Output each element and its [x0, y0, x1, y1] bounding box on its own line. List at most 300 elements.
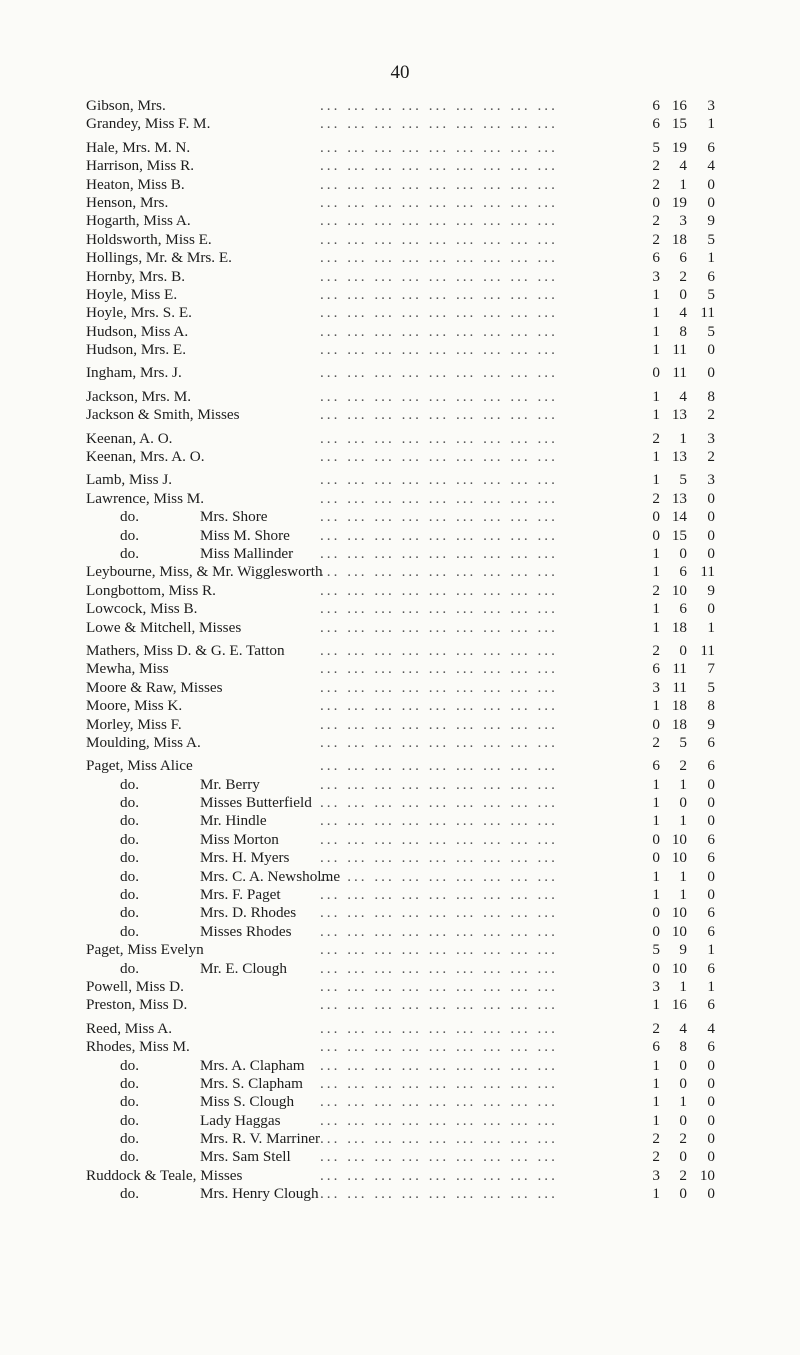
amount-pence: 6: [707, 849, 715, 867]
amount-shillings: 13: [671, 406, 687, 424]
amount-shillings: 0: [679, 1074, 687, 1092]
amount-pence: 0: [707, 544, 715, 562]
amount-shillings: 10: [671, 830, 687, 848]
subscriber-detail: Misses Butterfield: [200, 794, 312, 812]
amount-shillings: 0: [679, 1056, 687, 1074]
leader-dots: ... ... ... ... ... ... ... ... ...: [320, 489, 558, 507]
subscriber-name: Moore, Miss K.: [86, 697, 183, 715]
leader-dots: ... ... ... ... ... ... ... ... ...: [320, 1130, 558, 1148]
ledger-row: [0, 176, 800, 194]
leader-dots: ... ... ... ... ... ... ... ... ...: [320, 157, 558, 175]
subscriber-name: do.: [120, 508, 139, 526]
ledger-row: [0, 868, 800, 886]
leader-dots: ... ... ... ... ... ... ... ... ...: [320, 581, 558, 599]
amount-shillings: 18: [671, 697, 687, 715]
ledger-row: [0, 600, 800, 618]
amount-shillings: 6: [679, 249, 687, 267]
amount-pounds: 0: [652, 715, 660, 733]
amount-pounds: 0: [652, 364, 660, 382]
amount-pounds: 2: [652, 230, 660, 248]
leader-dots: ... ... ... ... ... ... ... ... ...: [320, 364, 558, 382]
amount-pence: 0: [707, 1056, 715, 1074]
ledger-row: [0, 619, 800, 637]
amount-pounds: 1: [652, 387, 660, 405]
amount-pounds: 0: [652, 526, 660, 544]
amount-shillings: 6: [679, 563, 687, 581]
ledger-row: [0, 364, 800, 382]
amount-pounds: 2: [652, 581, 660, 599]
amount-shillings: 1: [679, 429, 687, 447]
subscriber-name: do.: [120, 849, 139, 867]
ledger-row: [0, 323, 800, 341]
leader-dots: ... ... ... ... ... ... ... ... ...: [320, 138, 558, 156]
ledger-row: [0, 776, 800, 794]
leader-dots: ... ... ... ... ... ... ... ... ...: [320, 697, 558, 715]
ledger-row: [0, 448, 800, 466]
leader-dots: ... ... ... ... ... ... ... ... ...: [320, 886, 558, 904]
amount-pence: 5: [707, 678, 715, 696]
subscriber-name: Lamb, Miss J.: [86, 471, 173, 489]
subscription-list: [0, 97, 800, 1204]
ledger-row: [0, 941, 800, 959]
leader-dots: ... ... ... ... ... ... ... ... ...: [320, 387, 558, 405]
leader-dots: ... ... ... ... ... ... ... ... ...: [320, 812, 558, 830]
amount-shillings: 11: [672, 678, 687, 696]
amount-pence: 1: [707, 618, 715, 636]
leader-dots: ... ... ... ... ... ... ... ... ...: [320, 1148, 558, 1166]
leader-dots: ... ... ... ... ... ... ... ... ...: [320, 660, 558, 678]
subscriber-name: Jackson, Mrs. M.: [86, 387, 192, 405]
amount-shillings: 10: [671, 904, 687, 922]
amount-pence: 3: [707, 429, 715, 447]
amount-pounds: 5: [652, 138, 660, 156]
ledger-row: [0, 545, 800, 563]
amount-pounds: 1: [652, 1074, 660, 1092]
amount-pounds: 3: [652, 678, 660, 696]
amount-pence: 0: [707, 812, 715, 830]
ledger-row: [0, 341, 800, 359]
amount-shillings: 11: [672, 660, 687, 678]
amount-pounds: 0: [652, 849, 660, 867]
subscriber-detail: Mr. E. Clough: [200, 959, 287, 977]
amount-pounds: 6: [652, 249, 660, 267]
amount-pounds: 0: [652, 904, 660, 922]
amount-pence: 1: [707, 977, 715, 995]
ledger-row: [0, 97, 800, 115]
subscriber-name: Henson, Mrs.: [86, 193, 169, 211]
ledger-row: [0, 1130, 800, 1148]
amount-pence: 6: [707, 922, 715, 940]
subscriber-name: Heaton, Miss B.: [86, 175, 185, 193]
subscriber-name: Paget, Miss Alice: [86, 757, 193, 775]
leader-dots: ... ... ... ... ... ... ... ... ...: [320, 1074, 558, 1092]
amount-shillings: 13: [671, 448, 687, 466]
ledger-row: [0, 734, 800, 752]
amount-pounds: 3: [652, 977, 660, 995]
ledger-row: [0, 904, 800, 922]
leader-dots: ... ... ... ... ... ... ... ... ...: [320, 1185, 558, 1203]
amount-pence: 0: [707, 775, 715, 793]
ledger-row: [0, 1057, 800, 1075]
amount-pounds: 0: [652, 922, 660, 940]
amount-shillings: 10: [671, 922, 687, 940]
amount-shillings: 8: [679, 322, 687, 340]
leader-dots: ... ... ... ... ... ... ... ... ...: [320, 867, 558, 885]
subscriber-name: Moulding, Miss A.: [86, 733, 201, 751]
subscriber-name: Moore & Raw, Misses: [86, 678, 223, 696]
amount-pence: 11: [700, 563, 715, 581]
amount-pounds: 1: [652, 794, 660, 812]
amount-pounds: 1: [652, 1093, 660, 1111]
subscriber-detail: Mrs. S. Clapham: [200, 1074, 303, 1092]
subscriber-name: Hoyle, Miss E.: [86, 285, 178, 303]
amount-pounds: 1: [652, 867, 660, 885]
ledger-row: [0, 115, 800, 133]
ledger-row: [0, 697, 800, 715]
leader-dots: ... ... ... ... ... ... ... ... ...: [320, 230, 558, 248]
ledger-row: [0, 1185, 800, 1203]
amount-shillings: 10: [671, 959, 687, 977]
leader-dots: ... ... ... ... ... ... ... ... ...: [320, 448, 558, 466]
amount-shillings: 4: [679, 387, 687, 405]
subscriber-detail: Mrs. Henry Clough: [200, 1185, 319, 1203]
subscriber-name: Hudson, Miss A.: [86, 322, 189, 340]
ledger-row: [0, 1148, 800, 1166]
amount-pence: 4: [707, 1019, 715, 1037]
amount-pounds: 1: [652, 886, 660, 904]
subscriber-name: Hale, Mrs. M. N.: [86, 138, 191, 156]
leader-dots: ... ... ... ... ... ... ... ... ...: [320, 175, 558, 193]
amount-pence: 1: [707, 941, 715, 959]
amount-pounds: 3: [652, 267, 660, 285]
subscriber-detail: Mrs. Shore: [200, 508, 268, 526]
amount-shillings: 4: [679, 1019, 687, 1037]
amount-pence: 9: [707, 715, 715, 733]
ledger-row: [0, 286, 800, 304]
subscriber-name: Preston, Miss D.: [86, 996, 188, 1014]
amount-pence: 6: [707, 830, 715, 848]
ledger-row: [0, 194, 800, 212]
amount-shillings: 19: [671, 138, 687, 156]
leader-dots: ... ... ... ... ... ... ... ... ...: [320, 304, 558, 322]
amount-pence: 0: [707, 886, 715, 904]
leader-dots: ... ... ... ... ... ... ... ... ...: [320, 775, 558, 793]
amount-pounds: 1: [652, 1111, 660, 1129]
amount-pence: 1: [707, 115, 715, 133]
amount-shillings: 11: [672, 341, 687, 359]
subscriber-name: do.: [120, 544, 139, 562]
leader-dots: ... ... ... ... ... ... ... ... ...: [320, 715, 558, 733]
ledger-row: [0, 1038, 800, 1056]
leader-dots: ... ... ... ... ... ... ... ... ...: [320, 678, 558, 696]
subscriber-detail: Mrs. R. V. Marriner: [200, 1130, 321, 1148]
leader-dots: ... ... ... ... ... ... ... ... ...: [320, 904, 558, 922]
leader-dots: ... ... ... ... ... ... ... ... ...: [320, 267, 558, 285]
ledger-row: [0, 812, 800, 830]
subscriber-detail: Mrs. D. Rhodes: [200, 904, 297, 922]
amount-pounds: 1: [652, 697, 660, 715]
amount-shillings: 2: [679, 1166, 687, 1184]
amount-pounds: 2: [652, 1148, 660, 1166]
ledger-row: [0, 660, 800, 678]
leader-dots: ... ... ... ... ... ... ... ... ...: [320, 849, 558, 867]
leader-dots: ... ... ... ... ... ... ... ... ...: [320, 429, 558, 447]
amount-pence: 6: [707, 733, 715, 751]
subscriber-name: do.: [120, 526, 139, 544]
leader-dots: ... ... ... ... ... ... ... ... ...: [320, 977, 558, 995]
ledger-row: [0, 471, 800, 489]
amount-pence: 1: [707, 249, 715, 267]
amount-pence: 5: [707, 322, 715, 340]
ledger-row: [0, 388, 800, 406]
amount-pence: 8: [707, 697, 715, 715]
amount-shillings: 16: [671, 97, 687, 114]
leader-dots: ... ... ... ... ... ... ... ... ...: [320, 830, 558, 848]
amount-shillings: 4: [679, 304, 687, 322]
ledger-row: [0, 757, 800, 775]
amount-pence: 8: [707, 387, 715, 405]
amount-pounds: 1: [652, 471, 660, 489]
amount-pounds: 2: [652, 157, 660, 175]
ledger-row: [0, 1020, 800, 1038]
amount-pence: 0: [707, 794, 715, 812]
subscriber-name: Jackson & Smith, Misses: [86, 406, 240, 424]
amount-shillings: 3: [679, 212, 687, 230]
subscriber-name: Hoyle, Mrs. S. E.: [86, 304, 192, 322]
leader-dots: ... ... ... ... ... ... ... ... ...: [320, 322, 558, 340]
amount-pence: 0: [707, 1111, 715, 1129]
amount-shillings: 6: [679, 600, 687, 618]
amount-pounds: 2: [652, 733, 660, 751]
subscriber-name: Hogarth, Miss A.: [86, 212, 191, 230]
amount-shillings: 14: [671, 508, 687, 526]
amount-pounds: 2: [652, 429, 660, 447]
amount-pence: 0: [707, 1185, 715, 1203]
ledger-row: [0, 642, 800, 660]
leader-dots: ... ... ... ... ... ... ... ... ...: [320, 406, 558, 424]
amount-shillings: 1: [679, 812, 687, 830]
amount-pounds: 1: [652, 544, 660, 562]
subscriber-name: Hollings, Mr. & Mrs. E.: [86, 249, 232, 267]
amount-shillings: 18: [671, 715, 687, 733]
amount-pounds: 2: [652, 212, 660, 230]
subscriber-name: Mathers, Miss D. & G. E. Tatton: [86, 641, 285, 659]
amount-pence: 6: [707, 757, 715, 775]
amount-shillings: 0: [679, 544, 687, 562]
subscriber-name: do.: [120, 830, 139, 848]
leader-dots: ... ... ... ... ... ... ... ... ...: [320, 757, 558, 775]
leader-dots: ... ... ... ... ... ... ... ... ...: [320, 733, 558, 751]
amount-pence: 0: [707, 867, 715, 885]
subscriber-name: Gibson, Mrs.: [86, 97, 166, 114]
subscriber-name: Harrison, Miss R.: [86, 157, 195, 175]
amount-pounds: 6: [652, 660, 660, 678]
subscriber-name: Lawrence, Miss M.: [86, 489, 205, 507]
amount-pounds: 1: [652, 285, 660, 303]
leader-dots: ... ... ... ... ... ... ... ... ...: [320, 1166, 558, 1184]
subscriber-name: Morley, Miss F.: [86, 715, 182, 733]
ledger-row: [0, 268, 800, 286]
amount-shillings: 13: [671, 489, 687, 507]
subscriber-detail: Mr. Hindle: [200, 812, 267, 830]
amount-pounds: 5: [652, 941, 660, 959]
amount-shillings: 18: [671, 230, 687, 248]
amount-pounds: 0: [652, 508, 660, 526]
subscriber-detail: Mrs. F. Paget: [200, 886, 281, 904]
amount-shillings: 9: [679, 941, 687, 959]
amount-shillings: 0: [679, 794, 687, 812]
amount-pence: 0: [707, 341, 715, 359]
amount-pence: 5: [707, 285, 715, 303]
subscriber-detail: Mrs. C. A. Newsholme: [200, 867, 341, 885]
ledger-row: [0, 1093, 800, 1111]
amount-pounds: 0: [652, 959, 660, 977]
leader-dots: ... ... ... ... ... ... ... ... ...: [320, 941, 558, 959]
leader-dots: ... ... ... ... ... ... ... ... ...: [320, 193, 558, 211]
ledger-row: [0, 923, 800, 941]
subscriber-detail: Mr. Berry: [200, 775, 260, 793]
amount-shillings: 1: [679, 1093, 687, 1111]
amount-pence: 0: [707, 364, 715, 382]
ledger-row: [0, 996, 800, 1014]
amount-pence: 0: [707, 526, 715, 544]
subscriber-name: Leybourne, Miss, & Mr. Wigglesworth: [86, 563, 323, 581]
subscriber-name: Holdsworth, Miss E.: [86, 230, 212, 248]
amount-pence: 0: [707, 193, 715, 211]
subscriber-name: do.: [120, 1130, 139, 1148]
amount-pounds: 3: [652, 1166, 660, 1184]
subscriber-name: Mewha, Miss: [86, 660, 169, 678]
ledger-row: [0, 886, 800, 904]
ledger-row: [0, 563, 800, 581]
leader-dots: ... ... ... ... ... ... ... ... ...: [320, 544, 558, 562]
subscriber-name: do.: [120, 794, 139, 812]
amount-pounds: 1: [652, 563, 660, 581]
ledger-row: [0, 1167, 800, 1185]
amount-pence: 2: [707, 448, 715, 466]
subscriber-name: do.: [120, 1074, 139, 1092]
amount-shillings: 10: [671, 849, 687, 867]
amount-shillings: 1: [679, 175, 687, 193]
subscriber-name: Lowe & Mitchell, Misses: [86, 618, 242, 636]
amount-pence: 10: [699, 1166, 715, 1184]
ledger-row: [0, 527, 800, 545]
amount-pounds: 1: [652, 322, 660, 340]
amount-shillings: 0: [679, 1185, 687, 1203]
amount-shillings: 19: [671, 193, 687, 211]
leader-dots: ... ... ... ... ... ... ... ... ...: [320, 641, 558, 659]
ledger-row: [0, 508, 800, 526]
amount-shillings: 0: [679, 1148, 687, 1166]
ledger-row: [0, 249, 800, 267]
subscriber-name: Reed, Miss A.: [86, 1019, 173, 1037]
subscriber-name: Hudson, Mrs. E.: [86, 341, 186, 359]
subscriber-name: Hornby, Mrs. B.: [86, 267, 185, 285]
leader-dots: ... ... ... ... ... ... ... ... ...: [320, 922, 558, 940]
amount-shillings: 11: [672, 364, 687, 382]
amount-pence: 11: [700, 304, 715, 322]
leader-dots: ... ... ... ... ... ... ... ... ...: [320, 212, 558, 230]
amount-pence: 9: [707, 212, 715, 230]
ledger-row: [0, 582, 800, 600]
leader-dots: ... ... ... ... ... ... ... ... ...: [320, 794, 558, 812]
amount-pounds: 1: [652, 406, 660, 424]
leader-dots: ... ... ... ... ... ... ... ... ...: [320, 600, 558, 618]
ledger-row: [0, 960, 800, 978]
amount-pounds: 1: [652, 812, 660, 830]
amount-pounds: 2: [652, 489, 660, 507]
amount-pounds: 6: [652, 1038, 660, 1056]
amount-shillings: 15: [671, 526, 687, 544]
amount-pounds: 1: [652, 1056, 660, 1074]
subscriber-name: do.: [120, 775, 139, 793]
amount-pounds: 1: [652, 341, 660, 359]
amount-pence: 0: [707, 600, 715, 618]
ledger-row: [0, 490, 800, 508]
ledger-row: [0, 794, 800, 812]
subscriber-name: do.: [120, 1111, 139, 1129]
amount-pounds: 2: [652, 1019, 660, 1037]
amount-pence: 6: [707, 959, 715, 977]
amount-pence: 0: [707, 1093, 715, 1111]
amount-pence: 2: [707, 406, 715, 424]
leader-dots: ... ... ... ... ... ... ... ... ...: [320, 471, 558, 489]
subscriber-name: Paget, Miss Evelyn: [86, 941, 204, 959]
leader-dots: ... ... ... ... ... ... ... ... ...: [320, 563, 558, 581]
subscriber-name: do.: [120, 959, 139, 977]
subscriber-name: Ingham, Mrs. J.: [86, 364, 182, 382]
subscriber-name: Keenan, Mrs. A. O.: [86, 448, 205, 466]
amount-shillings: 16: [671, 996, 687, 1014]
subscriber-name: do.: [120, 922, 139, 940]
amount-pounds: 6: [652, 115, 660, 133]
amount-pounds: 6: [652, 97, 660, 114]
subscriber-name: Ruddock & Teale, Misses: [86, 1166, 243, 1184]
amount-pence: 0: [707, 1130, 715, 1148]
leader-dots: ... ... ... ... ... ... ... ... ...: [320, 115, 558, 133]
leader-dots: ... ... ... ... ... ... ... ... ...: [320, 959, 558, 977]
amount-pounds: 1: [652, 775, 660, 793]
leader-dots: ... ... ... ... ... ... ... ... ...: [320, 526, 558, 544]
leader-dots: ... ... ... ... ... ... ... ... ...: [320, 97, 558, 114]
amount-shillings: 2: [679, 757, 687, 775]
ledger-row: [0, 1112, 800, 1130]
amount-pounds: 1: [652, 618, 660, 636]
leader-dots: ... ... ... ... ... ... ... ... ...: [320, 249, 558, 267]
amount-pounds: 1: [652, 304, 660, 322]
leader-dots: ... ... ... ... ... ... ... ... ...: [320, 341, 558, 359]
subscriber-name: do.: [120, 886, 139, 904]
subscriber-name: Longbottom, Miss R.: [86, 581, 216, 599]
ledger-row: [0, 157, 800, 175]
subscriber-name: Powell, Miss D.: [86, 977, 184, 995]
subscriber-name: do.: [120, 867, 139, 885]
amount-pounds: 0: [652, 830, 660, 848]
ledger-row: [0, 849, 800, 867]
amount-pence: 9: [707, 581, 715, 599]
amount-pounds: 6: [652, 757, 660, 775]
amount-pounds: 1: [652, 996, 660, 1014]
leader-dots: ... ... ... ... ... ... ... ... ...: [320, 1093, 558, 1111]
amount-shillings: 18: [671, 618, 687, 636]
amount-pence: 6: [707, 1038, 715, 1056]
leader-dots: ... ... ... ... ... ... ... ... ...: [320, 618, 558, 636]
amount-pence: 0: [707, 1074, 715, 1092]
amount-pounds: 2: [652, 175, 660, 193]
subscriber-detail: Mrs. H. Myers: [200, 849, 290, 867]
subscriber-name: Rhodes, Miss M.: [86, 1038, 190, 1056]
leader-dots: ... ... ... ... ... ... ... ... ...: [320, 1111, 558, 1129]
